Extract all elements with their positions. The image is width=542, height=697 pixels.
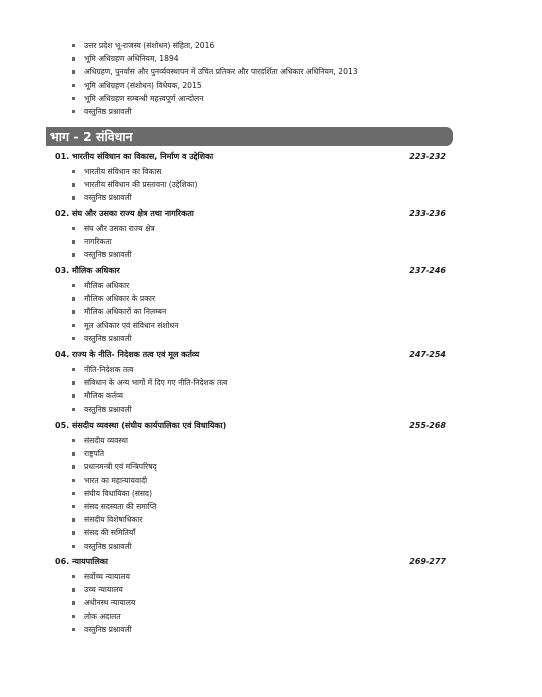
topic-label: राष्ट्रपति	[84, 449, 105, 459]
chapter-topic-list	[72, 222, 446, 262]
list-item	[72, 526, 446, 539]
list-item	[72, 191, 446, 204]
topic-label: उच्च न्यायालय	[84, 585, 123, 595]
list-item	[72, 279, 446, 292]
square-bullet-icon	[72, 44, 75, 47]
list-item	[72, 105, 512, 118]
topic-label: भारतीय संविधान की प्रस्तावना (उद्देशिका)	[84, 180, 198, 190]
topic-label: सर्वोच्च न्यायालय	[84, 572, 130, 581]
topic-label: अधीनस्थ न्यायालय	[84, 598, 136, 608]
square-bullet-icon	[72, 439, 75, 442]
chapter-heading	[46, 419, 446, 433]
list-item	[72, 389, 446, 402]
topic-label: उत्तर प्रदेश भू-राजस्व (संशोधन) संहिता, 2016	[84, 41, 215, 50]
square-bullet-icon	[72, 492, 75, 495]
square-bullet-icon	[72, 97, 75, 100]
previous-part-topic-list	[72, 39, 512, 118]
chapter-page-range: 247-254	[409, 350, 446, 359]
topic-label: नीति-निदेशक तत्व	[84, 365, 134, 374]
list-item	[72, 235, 446, 248]
topic-label: अधिग्रहण, पुनर्वास और पुनर्व्यवस्थापन में उचित प्रतिकर और पारदर्शिता अधिकार अधिनियम, 2013	[84, 67, 358, 77]
chapter-page-range: 269-277	[409, 557, 446, 566]
square-bullet-icon	[72, 253, 75, 256]
list-item	[72, 65, 512, 78]
part-title: भाग - 2 संविधान	[50, 129, 133, 144]
list-item	[72, 319, 446, 332]
topic-label: संघ और उसका राज्य क्षेत्र	[84, 224, 155, 233]
chapter-heading	[46, 150, 446, 164]
list-item	[72, 500, 446, 513]
topic-label: संघीय विधायिका (संसद)	[84, 488, 153, 498]
square-bullet-icon	[72, 196, 75, 199]
topic-label: नागरिकता	[84, 237, 112, 247]
topic-label: वस्तुनिष्ठ प्रश्नावली	[84, 333, 132, 343]
chapter-06	[46, 555, 446, 636]
square-bullet-icon	[72, 337, 75, 340]
square-bullet-icon	[72, 545, 75, 548]
chapter-title: 01. भारतीय संविधान का विकास, निर्माण व उद्देशिका	[55, 152, 214, 161]
topic-label: लोक अदालत	[84, 611, 121, 621]
square-bullet-icon	[72, 368, 75, 371]
topic-label: भारतीय संविधान का विकास	[84, 167, 162, 176]
square-bullet-icon	[72, 110, 75, 113]
list-item	[72, 248, 446, 261]
list-item	[72, 403, 446, 416]
chapter-heading	[46, 264, 446, 278]
chapter-topic-list	[72, 165, 446, 205]
square-bullet-icon	[72, 601, 75, 604]
chapter-04	[46, 348, 446, 416]
list-item	[72, 610, 446, 623]
list-item	[72, 79, 512, 92]
topic-label: वस्तुनिष्ठ प्रश्नावली	[84, 404, 132, 414]
chapter-heading	[46, 348, 446, 362]
chapter-01	[46, 150, 446, 205]
topic-label: मौलिक अधिकारों का निलम्बन	[84, 307, 167, 317]
topic-label: मौलिक अधिकार के प्रकार	[84, 294, 156, 304]
topic-label: संसदीय व्यवस्था	[84, 436, 128, 445]
chapter-page-range: 255-268	[409, 421, 446, 430]
list-item	[72, 434, 446, 447]
topic-label: वस्तुनिष्ठ प्रश्नावली	[84, 193, 132, 203]
square-bullet-icon	[72, 588, 75, 591]
list-item	[72, 376, 446, 389]
list-item	[72, 39, 512, 52]
topic-label: भारत का महान्यायवादी	[84, 475, 148, 485]
square-bullet-icon	[72, 394, 75, 397]
list-item	[72, 165, 446, 178]
square-bullet-icon	[72, 575, 75, 578]
chapter-05	[46, 419, 446, 553]
topic-label: भूमि अधिग्रहण अधिनियम, 1894	[84, 54, 179, 64]
list-item	[72, 513, 446, 526]
square-bullet-icon	[72, 170, 75, 173]
list-item	[72, 583, 446, 596]
square-bullet-icon	[72, 615, 75, 618]
square-bullet-icon	[72, 70, 75, 73]
chapter-topic-list	[72, 570, 446, 636]
topic-label: संसदीय विशेषाधिकार	[84, 515, 143, 525]
square-bullet-icon	[72, 183, 75, 186]
list-item	[72, 92, 512, 105]
square-bullet-icon	[72, 479, 75, 482]
square-bullet-icon	[72, 518, 75, 521]
square-bullet-icon	[72, 227, 75, 230]
chapter-topic-list	[72, 363, 446, 416]
topic-label: मूल अधिकार एवं संविधान संशोधन	[84, 320, 179, 330]
list-item	[72, 292, 446, 305]
list-item	[72, 52, 512, 65]
topic-label: वस्तुनिष्ठ प्रश्नावली	[84, 106, 132, 116]
chapter-title: 06. न्यायपालिका	[55, 557, 108, 566]
chapter-page-range: 223-232	[409, 152, 446, 161]
square-bullet-icon	[72, 628, 75, 631]
topic-label: भूमि अधिग्रहण (संशोधन) विधेयक, 2015	[84, 80, 202, 90]
topic-label: संसद की समितियाँ	[84, 528, 136, 538]
square-bullet-icon	[72, 408, 75, 411]
chapter-title: 05. संसदीय व्यवस्था (संघीय कार्यपालिका एवं विधायिका)	[55, 421, 227, 430]
chapter-03	[46, 264, 446, 345]
topic-label: प्रधानमन्त्री एवं मन्त्रिपरिषद्	[84, 462, 157, 472]
list-item	[72, 305, 446, 318]
list-item	[72, 474, 446, 487]
list-item	[72, 178, 446, 191]
chapter-title: 04. राज्य के नीति- निदेशक तत्व एवं मूल कर्तव्य	[55, 350, 200, 359]
square-bullet-icon	[72, 84, 75, 87]
part-header	[46, 127, 453, 146]
square-bullet-icon	[72, 465, 75, 468]
list-item	[72, 623, 446, 636]
list-item	[72, 332, 446, 345]
topic-label: वस्तुनिष्ठ प्रश्नावली	[84, 250, 132, 260]
square-bullet-icon	[72, 284, 75, 287]
square-bullet-icon	[72, 531, 75, 534]
list-item	[72, 596, 446, 609]
topic-label: संविधान के अन्य भागों में दिए गए नीति-निदेशक तत्व	[84, 378, 228, 388]
chapter-page-range: 233-236	[409, 209, 446, 218]
list-item	[72, 540, 446, 553]
square-bullet-icon	[72, 297, 75, 300]
chapter-heading	[46, 555, 446, 569]
square-bullet-icon	[72, 240, 75, 243]
list-item	[72, 487, 446, 500]
square-bullet-icon	[72, 505, 75, 508]
square-bullet-icon	[72, 452, 75, 455]
list-item	[72, 460, 446, 473]
square-bullet-icon	[72, 310, 75, 313]
topic-label: संसद सदस्यता की समाप्ति	[84, 501, 157, 511]
chapter-topic-list	[72, 434, 446, 553]
chapter-page-range: 237-246	[409, 266, 446, 275]
list-item	[72, 570, 446, 583]
square-bullet-icon	[72, 381, 75, 384]
topic-label: मौलिक अधिकार	[84, 281, 130, 290]
square-bullet-icon	[72, 324, 75, 327]
topic-label: वस्तुनिष्ठ प्रश्नावली	[84, 624, 132, 634]
list-item	[72, 447, 446, 460]
chapter-heading	[46, 207, 446, 221]
list-item	[72, 222, 446, 235]
topic-label: मौलिक कर्तव्य	[84, 391, 124, 401]
square-bullet-icon	[72, 57, 75, 60]
chapter-title: 02. संघ और उसका राज्य क्षेत्र तथा नागरिकता	[55, 209, 194, 218]
topic-label: भूमि अधिग्रहण सम्बन्धी महत्त्वपूर्ण आन्दोलन	[84, 93, 204, 103]
topic-label: वस्तुनिष्ठ प्रश्नावली	[84, 541, 132, 551]
chapter-topic-list	[72, 279, 446, 345]
chapter-02	[46, 207, 446, 262]
chapter-title: 03. मौलिक अधिकार	[55, 266, 120, 275]
list-item	[72, 363, 446, 376]
